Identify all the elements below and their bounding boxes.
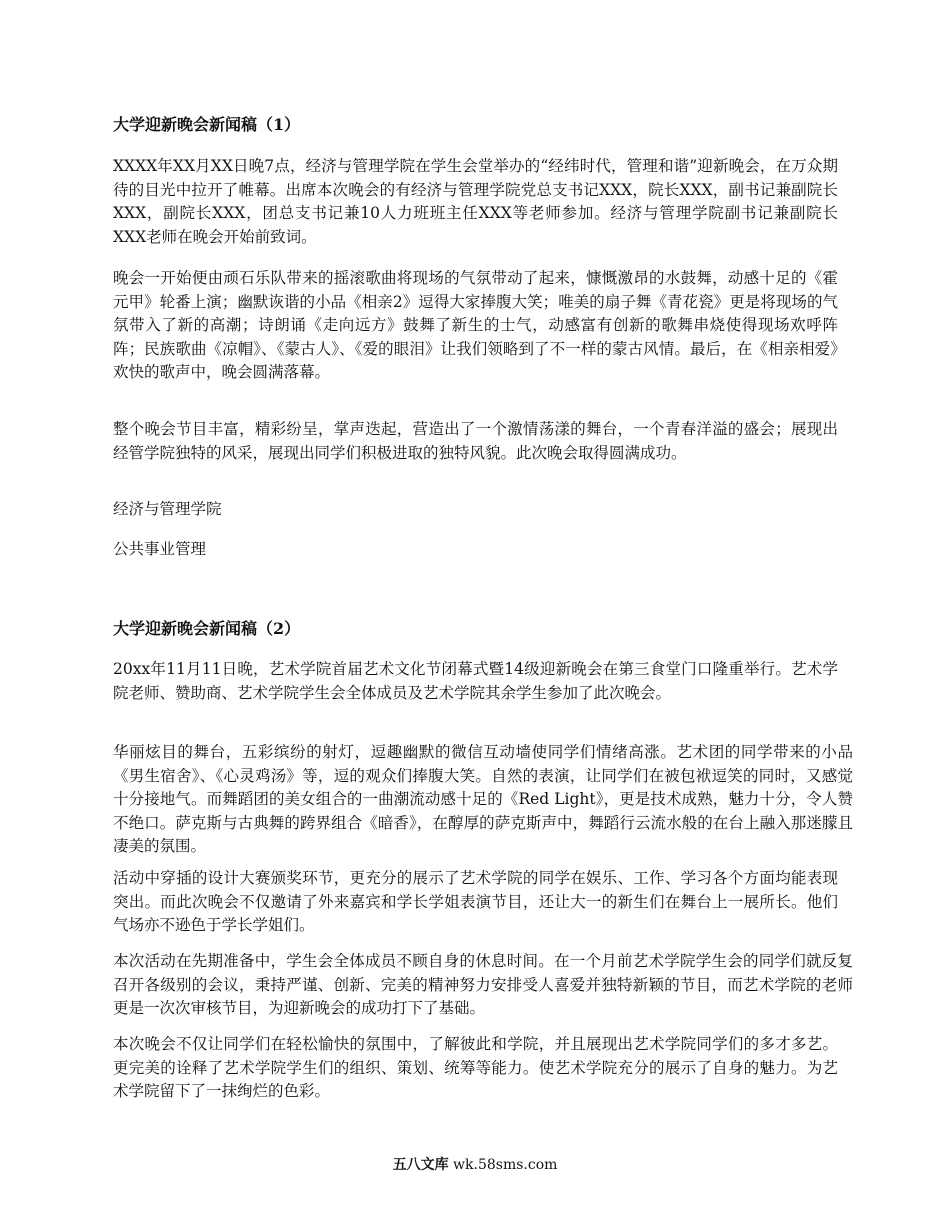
article-1-signature-school: 经济与管理学院: [113, 500, 222, 518]
article-2-paragraph-4: 本次活动在先期准备中，学生会全体成员不顾自身的休息时间。在一个月前艺术学院学生会的同学们就反复召开各级别的会议，秉持严谨、创新、完美的精神努力安排受人喜爱并独特新颖的节目，而艺术学院的老师更是一次次审核节目，为迎新晚会的成功打下了基础。: [113, 952, 853, 1017]
article-2-paragraph-3: 活动中穿插的设计大赛颁奖环节，更充分的展示了艺术学院的同学在娱乐、工作、学习各个方面均能表现突出。而此次晚会不仅邀请了外来嘉宾和学长学姐表演节目，还让大一的新生们在舞台上一展所长。他们气场亦不逊色于学长学姐们。: [113, 869, 838, 934]
article-2-paragraph-5: 本次晚会不仅让同学们在轻松愉快的氛围中，了解彼此和学院，并且展现出艺术学院同学们的多才多艺。更完美的诠释了艺术学院学生们的组织、策划、统筹等能力。使艺术学院充分的展示了自身的魅力。为艺术学院留下了一抹绚烂的色彩。: [113, 1035, 838, 1100]
article-1-signature-major: 公共事业管理: [113, 540, 207, 558]
footer-brand: 五八文库: [392, 1157, 449, 1173]
article-1-paragraph-3: 整个晚会节目丰富，精彩纷呈，掌声迭起，营造出了一个激情荡漾的舞台，一个青春洋溢的盛会；展现出经管学院独特的风采，展现出同学们积极进取的独特风貌。此次晚会取得圆满成功。: [113, 420, 838, 462]
article-1-title: 大学迎新晚会新闻稿（1）: [113, 115, 301, 134]
footer-url[interactable]: wk.58sms.com: [453, 1157, 558, 1173]
article-1-paragraph-2: 晚会一开始便由顽石乐队带来的摇滚歌曲将现场的气氛带动了起来，慷慨激昂的水鼓舞，动感十足的《霍元甲》轮番上演；幽默诙谐的小品《相亲2》逗得大家捧腹大笑；唯美的扇子舞《青花瓷》更是将现场的气氛带入了新的高潮；诗朗诵《走向远方》鼓舞了新生的士气，动感富有创新的歌舞串烧使得现场欢呼阵阵；民族歌曲《凉帽》、《蒙古人》、《爱的眼泪》让我们领略到了不一样的蒙古风情。最后，在《相亲相爱》欢快的歌声中，晚会圆满落幕。: [113, 269, 838, 381]
article-2-paragraph-2: 华丽炫目的舞台，五彩缤纷的射灯，逗趣幽默的微信互动墙使同学们情绪高涨。艺术团的同学带来的小品《男生宿舍》、《心灵鸡汤》等，逗的观众们捧腹大笑。自然的表演，让同学们在被包袱逗笑的同时，又感觉十分接地气。而舞蹈团的美女组合的一曲潮流动感十足的《Red Light》，更是技术成熟，魅力十分，令人赞不绝口。萨克斯与古典舞的跨界组合《暗香》，在醇厚的萨克斯声中，舞蹈行云流水般的在台上融入那迷朦且凄美的氛围。: [113, 743, 853, 855]
page-footer: [0, 1156, 950, 1174]
article-1-paragraph-1: XXXX年XX月XX日晚7点，经济与管理学院在学生会堂举办的“经纬时代，管理和谐”迎新晚会，在万众期待的目光中拉开了帷幕。出席本次晚会的有经济与管理学院党总支书记XXX，院长XXX，副书记兼副院长XXX，副院长XXX，团总支书记兼10人力班班主任XXX等老师参加。经济与管理学院副书记兼副院长XXX老师在晚会开始前致词。: [113, 157, 838, 246]
article-2-paragraph-1: 20xx年11月11日晚，艺术学院首届艺术文化节闭幕式暨14级迎新晚会在第三食堂门口隆重举行。艺术学院老师、赞助商、艺术学院学生会全体成员及艺术学院其余学生参加了此次晚会。: [113, 660, 838, 702]
article-2-title: 大学迎新晚会新闻稿（2）: [113, 619, 301, 638]
